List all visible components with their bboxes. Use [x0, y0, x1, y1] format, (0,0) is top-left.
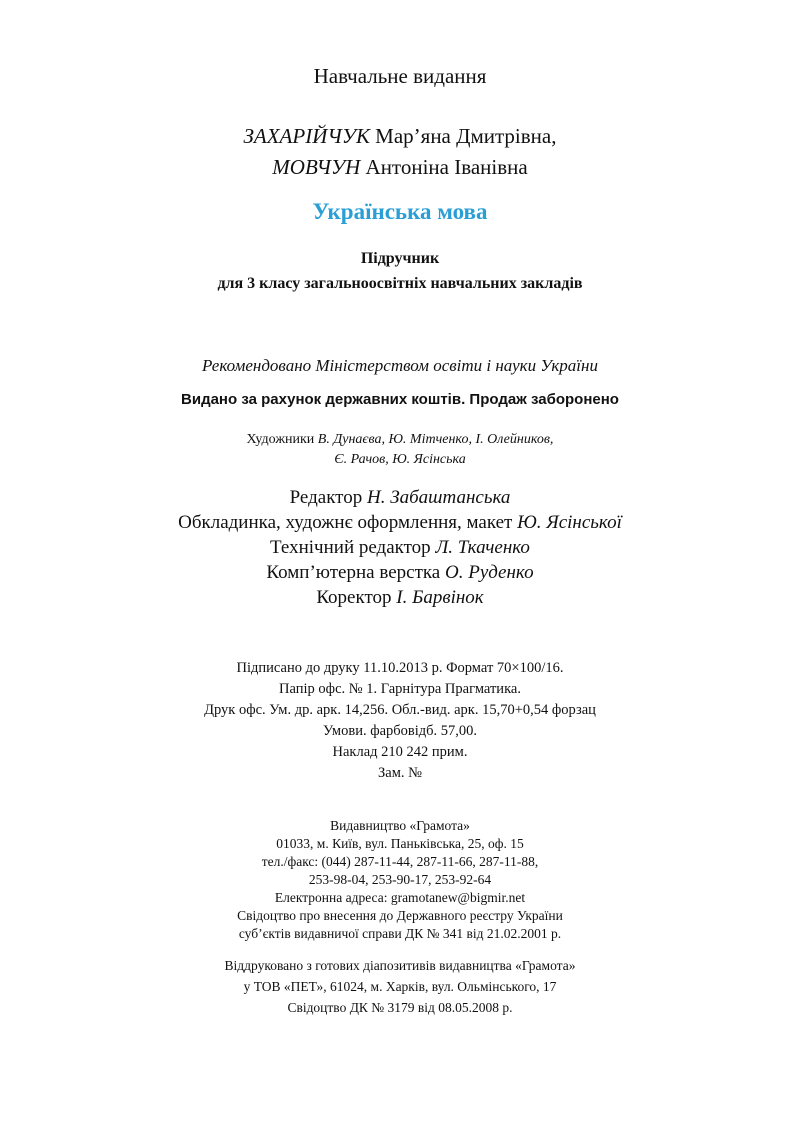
- printer-line: Свідоцтво ДК № 3179 від 08.05.2008 р.: [287, 1000, 513, 1015]
- print-info-line: Зам. №: [378, 765, 422, 781]
- printer-line: у ТОВ «ПЕТ», 61024, м. Харків, вул. Ольмінського, 17: [243, 979, 557, 994]
- artists-line: [0, 430, 800, 450]
- credit-role: Комп’ютерна верстка: [266, 562, 441, 583]
- credit-name: О. Руденко: [445, 562, 534, 583]
- publisher-line: 01033, м. Київ, вул. Паньківська, 25, оф. 15: [276, 836, 524, 851]
- print-info-block: [0, 658, 800, 784]
- edition-label: [0, 64, 800, 89]
- credit-role: Обкладинка, художнє оформлення, макет: [178, 512, 513, 533]
- authors-block: [0, 121, 800, 183]
- author-given-name: Антоніна Іванівна: [365, 155, 528, 179]
- credit-name: Н. Забаштанська: [366, 487, 511, 508]
- author-given-name: Мар’яна Дмитрівна,: [375, 124, 557, 148]
- credit-line: [0, 485, 800, 510]
- book-title-text: Українська мова: [312, 199, 488, 224]
- publisher-line: Свідоцтво про внесення до Державного реєстру України: [237, 908, 563, 923]
- artists-names: В. Дунаєва, Ю. Мітченко, І. Олейников,: [317, 432, 554, 447]
- subtitle-line: для 3 класу загальноосвітніх навчальних закладів: [217, 275, 583, 292]
- book-subtitle: [0, 246, 800, 296]
- credit-name: Ю. Ясінської: [517, 512, 622, 533]
- artists-label: Художники: [246, 432, 315, 447]
- print-info-line: Друк офс. Ум. др. арк. 14,256. Обл.-вид. арк. 15,70+0,54 форзац: [204, 702, 596, 718]
- funding-notice: [0, 391, 800, 408]
- funding-notice-text: Видано за рахунок державних коштів. Продаж заборонено: [181, 391, 619, 408]
- publisher-line: 253-98-04, 253-90-17, 253-92-64: [308, 872, 492, 887]
- publisher-line: суб’єктів видавничої справи ДК № 341 від 21.02.2001 р.: [238, 926, 562, 941]
- publisher-line: Електронна адреса: gramotanew@bigmir.net: [274, 890, 526, 905]
- book-title: [0, 199, 800, 225]
- credit-line: [0, 535, 800, 560]
- printer-line: Віддруковано з готових діапозитивів видавництва «Грамота»: [224, 958, 576, 973]
- print-info-line: Наклад 210 242 прим.: [332, 744, 468, 760]
- credit-line: [0, 510, 800, 535]
- credit-line: [0, 585, 800, 610]
- author-line: [0, 152, 800, 183]
- recommendation-note: [0, 356, 800, 376]
- print-info-line: Умови. фарбовідб. 57,00.: [322, 723, 478, 739]
- credit-role: Редактор: [289, 487, 363, 508]
- credits-block: [0, 485, 800, 610]
- publisher-line: Видавництво «Грамота»: [330, 818, 470, 833]
- credit-role: Коректор: [316, 587, 392, 608]
- print-info-line: Підписано до друку 11.10.2013 р. Формат 70×100/16.: [236, 660, 564, 676]
- author-line: [0, 121, 800, 152]
- artists-names: Є. Рачов, Ю. Ясінська: [334, 452, 466, 467]
- subtitle-line: Підручник: [360, 250, 440, 267]
- publisher-line: тел./факс: (044) 287-11-44, 287-11-66, 287-11-88,: [261, 854, 539, 869]
- printer-block: [0, 955, 800, 1018]
- recommendation-text: Рекомендовано Міністерством освіти і науки України: [202, 356, 598, 375]
- credit-line: [0, 560, 800, 585]
- print-info-line: Папір офс. № 1. Гарнітура Прагматика.: [279, 681, 521, 697]
- credit-name: Л. Ткаченко: [435, 537, 530, 558]
- artists-block: [0, 430, 800, 470]
- publisher-block: [0, 817, 800, 943]
- author-surname: ЗАХАРІЙЧУК: [243, 124, 370, 148]
- author-surname: МОВЧУН: [272, 155, 361, 179]
- edition-label-text: Навчальне видання: [313, 64, 487, 88]
- credit-role: Технічний редактор: [270, 537, 431, 558]
- credit-name: І. Барвінок: [396, 587, 484, 608]
